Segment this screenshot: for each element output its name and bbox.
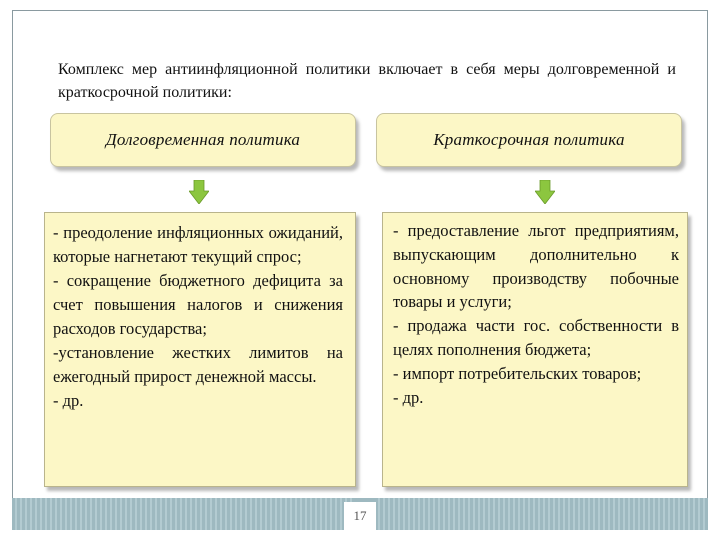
- list-item: -установление жестких лимитов на ежегодный прирост денежной массы.: [53, 343, 343, 386]
- list-item: - сокращение бюджетного дефицита за счет повышения налогов и снижения расходов государства;: [53, 271, 343, 338]
- short-term-policy-title: Краткосрочная политика: [433, 130, 625, 149]
- intro-text: Комплекс мер антиинфляционной политики включает в себя меры долговременной и краткосрочной политики:: [58, 61, 676, 101]
- short-term-policy-header: [376, 113, 682, 167]
- down-arrow-icon: [189, 180, 209, 204]
- long-term-measures-box: [44, 212, 356, 487]
- list-item: - др.: [393, 387, 424, 407]
- long-term-policy-header: [50, 113, 356, 167]
- list-item: - др.: [53, 391, 84, 410]
- short-term-measures-box: [382, 212, 688, 487]
- list-item: - продажа части гос. собственности в целях пополнения бюджета;: [393, 316, 679, 359]
- page-number: 17: [344, 502, 376, 530]
- footer-stripe: [378, 498, 708, 530]
- down-arrow-icon: [535, 180, 555, 204]
- list-item: - преодоление инфляционных ожиданий, которые нагнетают текущий спрос;: [53, 223, 343, 266]
- footer-stripe: [12, 498, 352, 530]
- long-term-policy-title: Долговременная политика: [105, 130, 301, 149]
- list-item: - предоставление льгот предприятиям, выпускающим дополнительно к основному производству побочные товары и услуги;: [393, 221, 679, 312]
- list-item: - импорт потребительских товаров;: [393, 363, 642, 383]
